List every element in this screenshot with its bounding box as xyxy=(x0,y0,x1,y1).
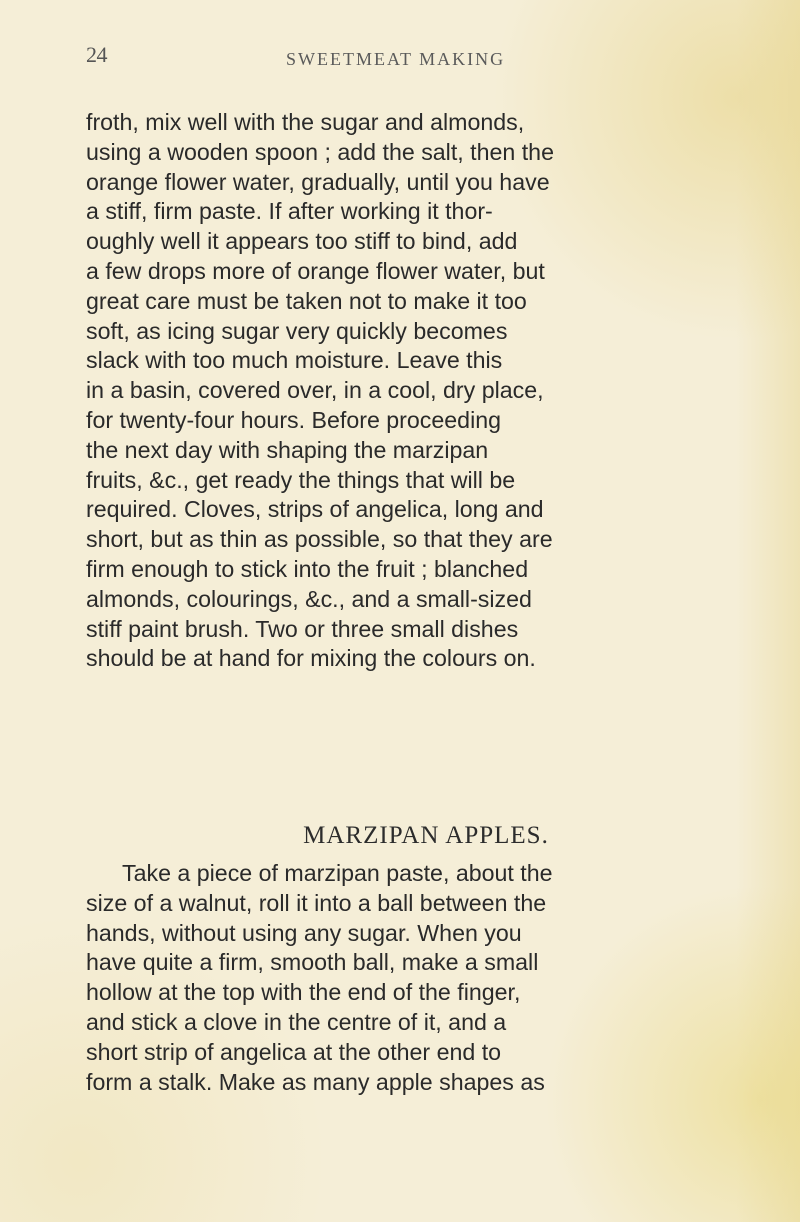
running-head xyxy=(0,42,800,82)
text-line: should be at hand for mixing the colours on. xyxy=(86,645,536,672)
text-line: and stick a clove in the centre of it, and a xyxy=(86,1008,507,1035)
text-line: in a basin, covered over, in a cool, dry place, xyxy=(86,377,544,404)
text-line: froth, mix well with the sugar and almonds, xyxy=(86,109,525,135)
text-line: Take a piece of marzipan paste, about the xyxy=(122,860,553,886)
running-title: SWEETMEAT MAKING xyxy=(286,49,506,69)
text-line: fruits, &c., get ready the things that will be xyxy=(86,466,516,493)
text-line: a few drops more of orange flower water, but xyxy=(86,257,545,284)
text-line: for twenty-four hours. Before proceeding xyxy=(86,406,502,433)
section-heading: MARZIPAN APPLES. xyxy=(303,822,549,849)
text-line: a stiff, firm paste. If after working it thor- xyxy=(86,198,493,225)
text-line: using a wooden spoon ; add the salt, then the xyxy=(86,138,554,165)
text-line: great care must be taken not to make it too xyxy=(86,287,527,314)
text-line: hands, without using any sugar. When you xyxy=(86,919,522,946)
text-line: have quite a firm, smooth ball, make a small xyxy=(86,949,539,976)
text-line: the next day with shaping the marzipan xyxy=(86,436,489,463)
text-line: required. Cloves, strips of angelica, long and xyxy=(86,496,544,523)
text-line: size of a walnut, roll it into a ball between the xyxy=(86,889,547,916)
page-number: 24 xyxy=(86,42,107,67)
text-line: firm enough to stick into the fruit ; blanched xyxy=(86,555,529,582)
text-line: slack with too much moisture. Leave this xyxy=(86,347,503,374)
text-line: hollow at the top with the end of the finger, xyxy=(86,979,521,1006)
text-line: oughly well it appears too stiff to bind, add xyxy=(86,228,518,255)
text-line: stiff paint brush. Two or three small dishes xyxy=(86,615,519,642)
text-line: short, but as thin as possible, so that they are xyxy=(86,526,553,553)
text-line: soft, as icing sugar very quickly becomes xyxy=(86,317,508,344)
text-line: orange flower water, gradually, until you have xyxy=(86,168,550,195)
text-line: short strip of angelica at the other end to xyxy=(86,1038,502,1065)
paragraph-body xyxy=(86,108,766,674)
text-line: almonds, colourings, &c., and a small-sized xyxy=(86,585,532,612)
text-line: form a stalk. Make as many apple shapes as xyxy=(86,1068,545,1095)
section-body xyxy=(86,859,766,1097)
